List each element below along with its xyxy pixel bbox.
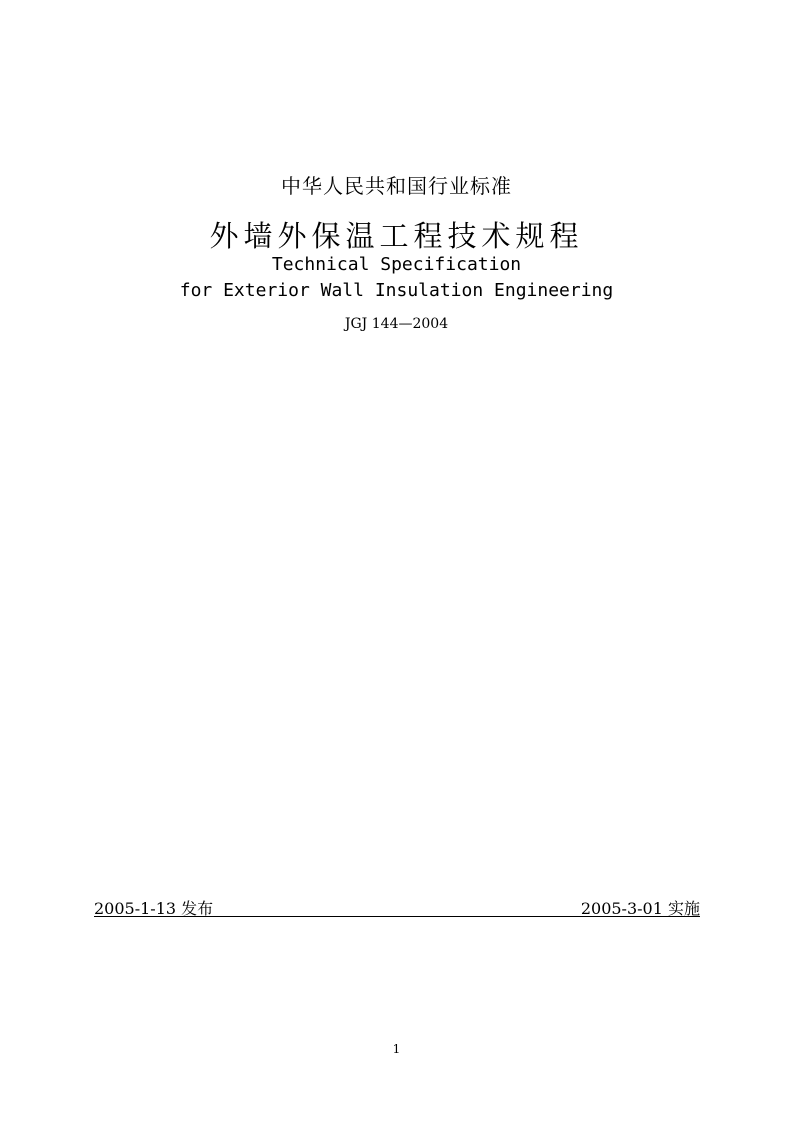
- english-title-line-1: Technical Specification: [271, 254, 522, 275]
- issue-date: 2005-1-13 发布: [94, 899, 214, 918]
- page-number: 1: [392, 1042, 401, 1056]
- english-title-line-2: for Exterior Wall Insulation Engineering: [179, 280, 614, 301]
- effective-date: 2005-3-01 实施: [580, 899, 700, 918]
- chinese-title: 外墙外保温工程技术规程: [209, 219, 584, 253]
- standard-category: 中华人民共和国行业标准: [281, 174, 512, 198]
- standard-code: JGJ 144—2004: [344, 316, 449, 332]
- dates-row: [94, 896, 700, 917]
